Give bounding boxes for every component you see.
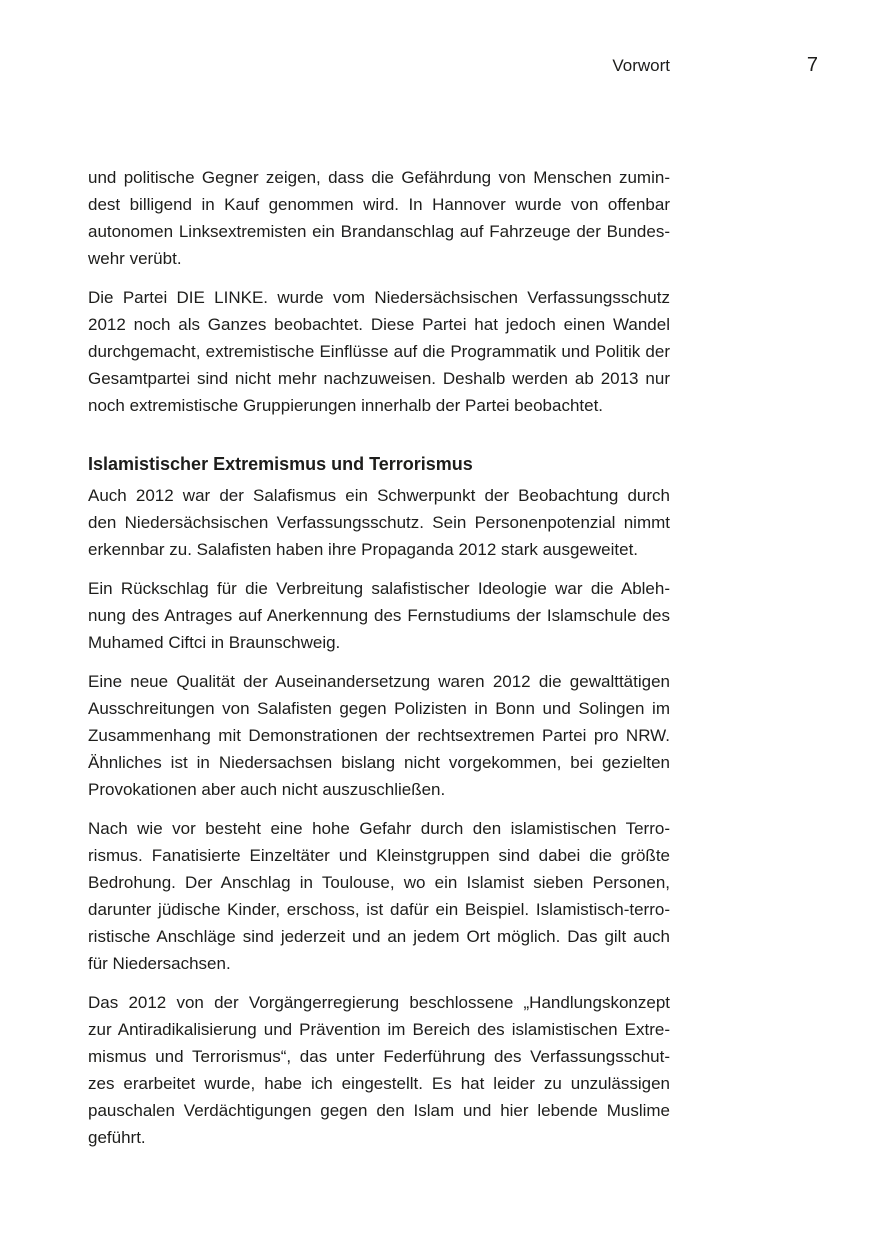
text-line: Ausschreitungen von Salafisten gegen Polizisten in Bonn und Solingen im [88, 699, 670, 718]
paragraph [88, 575, 670, 656]
text-line: Zusammenhang mit Demonstrationen der rechtsextremen Partei pro NRW. [88, 726, 670, 745]
body-text [88, 164, 670, 1163]
text-line: den Niedersächsischen Verfassungsschutz. Sein Personenpotenzial nimmt [88, 513, 670, 532]
text-line: geführt. [88, 1128, 146, 1147]
paragraph [88, 815, 670, 977]
text-line: Muhamed Ciftci in Braunschweig. [88, 633, 341, 652]
text-line: für Niedersachsen. [88, 954, 231, 973]
text-line: Das 2012 von der Vorgängerregierung beschlossene „Handlungskonzept [88, 993, 670, 1012]
paragraph [88, 668, 670, 803]
section-heading: Islamistischer Extremismus und Terrorismus [88, 454, 473, 474]
text-line: durchgemacht, extremistische Einflüsse auf die Programmatik und Politik der [88, 342, 670, 361]
text-line: nung des Antrages auf Anerkennung des Fernstudiums der Islamschule des [88, 606, 670, 625]
text-line: dest billigend in Kauf genommen wird. In Hannover wurde von offenbar [88, 195, 670, 214]
text-line: Ähnliches ist in Niedersachsen bislang nicht vorgekommen, bei gezielten [88, 753, 670, 772]
text-line: Provokationen aber auch nicht auszuschließen. [88, 780, 446, 799]
text-line: Gesamtpartei sind nicht mehr nachzuweisen. Deshalb werden ab 2013 nur [88, 369, 670, 388]
text-line: mismus und Terrorismus“, das unter Federführung des Verfassungsschut- [88, 1047, 670, 1066]
text-line: wehr verübt. [88, 249, 182, 268]
running-head-section-title: Vorwort [612, 56, 670, 75]
text-line: Die Partei DIE LINKE. wurde vom Niedersächsischen Verfassungsschutz [88, 288, 670, 307]
text-line: zur Antiradikalisierung und Prävention im Bereich des islamistischen Extre- [88, 1020, 670, 1039]
text-line: autonomen Linksextremisten ein Brandanschlag auf Fahrzeuge der Bundes- [88, 222, 670, 241]
text-line: pauschalen Verdächtigungen gegen den Islam und hier lebende Muslime [88, 1101, 670, 1120]
text-line: erkennbar zu. Salafisten haben ihre Propaganda 2012 stark ausgeweitet. [88, 540, 639, 559]
paragraph [88, 164, 670, 272]
page-number: 7 [806, 54, 818, 76]
paragraph [88, 482, 670, 563]
text-line: Nach wie vor besteht eine hohe Gefahr durch den islamistischen Terro- [88, 819, 670, 838]
paragraph [88, 284, 670, 419]
text-line: Auch 2012 war der Salafismus ein Schwerpunkt der Beobachtung durch [88, 486, 670, 505]
text-line: 2012 noch als Ganzes beobachtet. Diese Partei hat jedoch einen Wandel [88, 315, 670, 334]
text-line: darunter jüdische Kinder, erschoss, ist dafür ein Beispiel. Islamistisch-terro- [88, 900, 670, 919]
paragraph [88, 989, 670, 1151]
text-line: Bedrohung. Der Anschlag in Toulouse, wo ein Islamist sieben Personen, [88, 873, 670, 892]
text-line: ristische Anschläge sind jederzeit und an jedem Ort möglich. Das gilt auch [88, 927, 670, 946]
text-line: rismus. Fanatisierte Einzeltäter und Kleinstgruppen sind dabei die größte [88, 846, 670, 865]
text-line: noch extremistische Gruppierungen innerhalb der Partei beobachtet. [88, 396, 604, 415]
text-line: Ein Rückschlag für die Verbreitung salafistischer Ideologie war die Ableh- [88, 579, 670, 598]
text-line: zes erarbeitet wurde, habe ich eingestellt. Es hat leider zu unzulässigen [88, 1074, 670, 1093]
text-line: und politische Gegner zeigen, dass die Gefährdung von Menschen zumin- [88, 168, 670, 187]
text-line: Eine neue Qualität der Auseinandersetzung waren 2012 die gewalttätigen [88, 672, 670, 691]
